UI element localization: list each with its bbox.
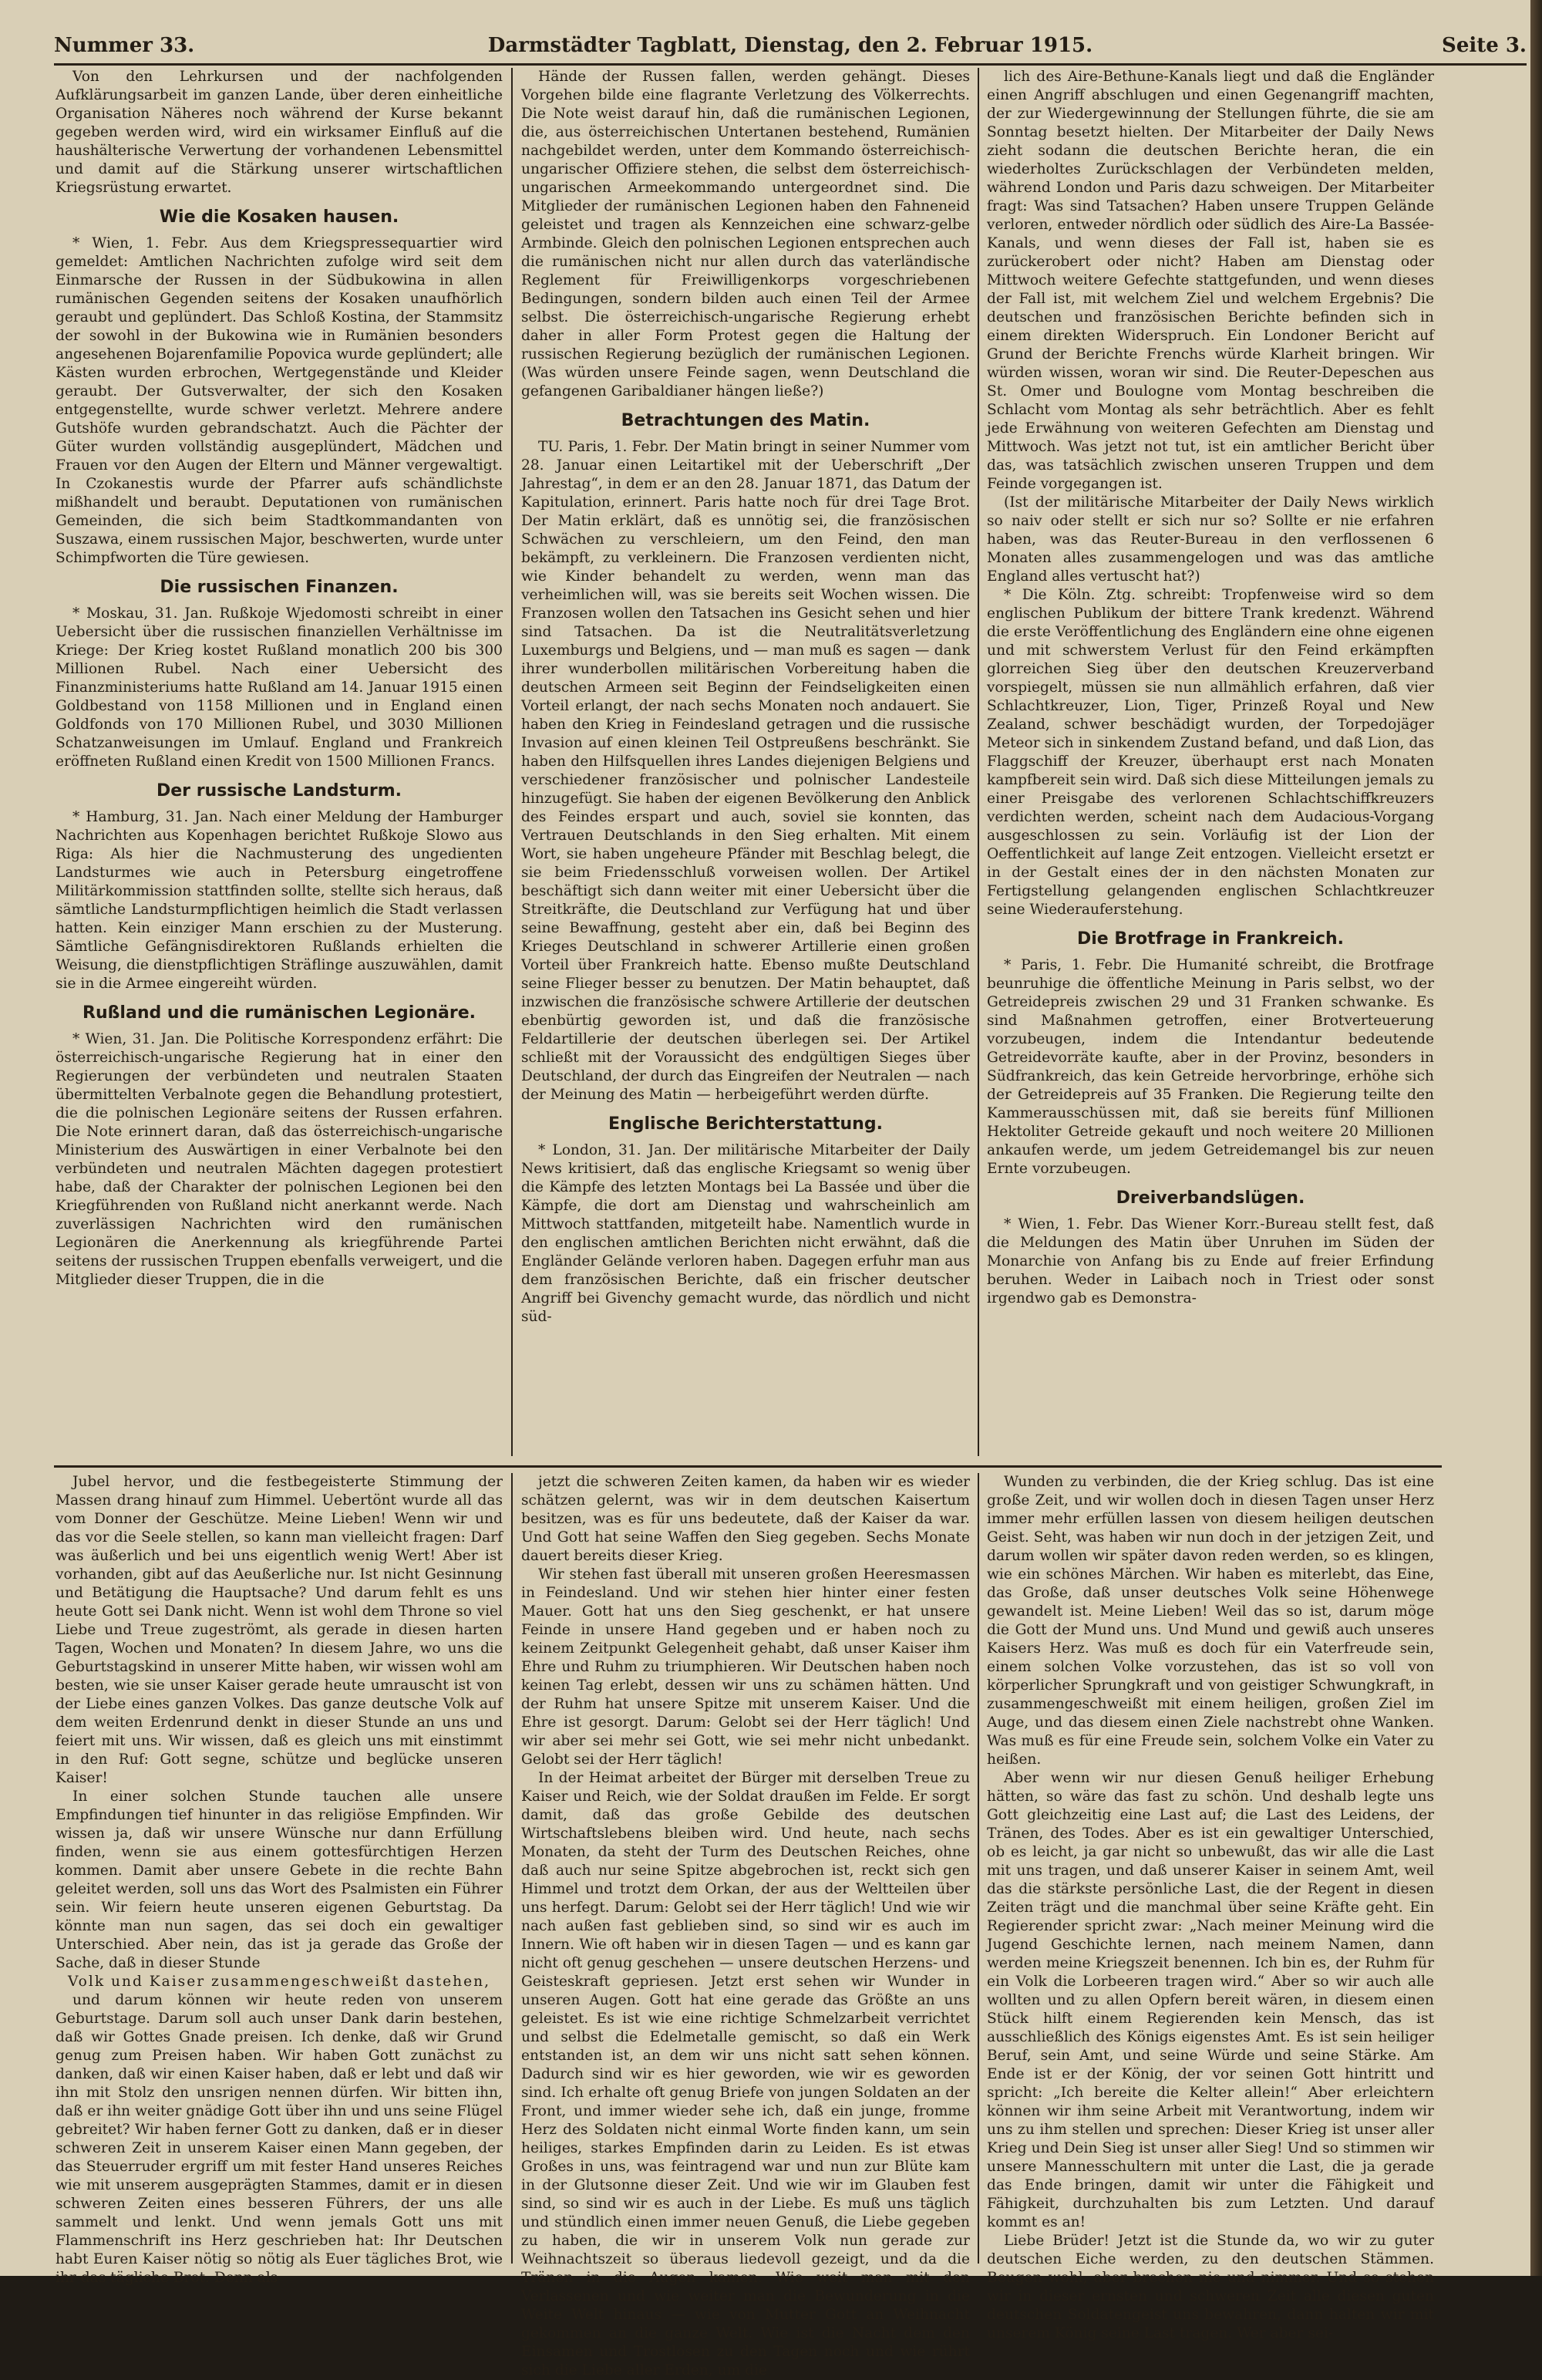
issue-number: Nummer 33. bbox=[54, 34, 195, 57]
feuilleton-column-1 bbox=[56, 1473, 503, 2286]
column-divider bbox=[978, 1473, 979, 2264]
headline-matin: Betrachtungen des Matin. bbox=[621, 411, 870, 430]
sermon-paragraph: Aber wenn wir nur diesen Genuß heiliger Erhebung hätten, so wäre das fast zu schön. Und deshalb legte uns Gott gleichzeitig eine Last auf; die Last des Leidens, der Tränen, des Todes. Aber es ist ein gewaltiger Unterschied, ob es leicht, ja gar nicht so unbewußt, das wir alle die Last mit uns tragen, und daß unserer Kaiser in seinem Amt, weil das die stärkste persönliche Last, die der Regent in diesen Zeiten trägt und die manchmal über seine Kräfte geht. Ein Regierender spricht zwar: „Nach meiner Meinung wird die Jugend Geschichte lernen, nach meinem Namen, dann werden meine Kriegszeit benennen. Ich bin es, der Ruhm für ein Volk die Lorbeeren tragen wird.“ Aber so wir auch alle wollten und zu allen Opfern bereit wären, in diesem einen Stück hilft einem Regierenden kein Mensch, das ist ausschließlich des Königs eigenstes Amt. Es ist sein heiliger Beruf, sein Amt, und seine Würde und seine Stärke. Am Ende ist er der König, der vor seinen Gott hintritt und spricht: „Ich bereite die Kelter allein!“ Aber erleichtern können wir ihm seine Arbeit mit Verantwortung, indem wir uns zu ihm stellen und sprechen: Dieser Krieg ist unser aller Krieg und Dein Sieg ist unser aller Sieg! Und so stimmen wir unsere Mannesschultern mit unter die Last, die ja gerade das Ende bringen, damit wir unter die Fähigkeit und Fähigkeit, durchzuhalten bis zum Letzten. Und darauf kommt es an! bbox=[987, 1770, 1434, 2230]
headline-legionaere: Rußland und die rumänischen Legionäre. bbox=[82, 1003, 476, 1023]
feuilleton-column-3 bbox=[987, 1473, 1434, 2341]
intro-paragraph: Von den Lehrkursen und der nachfolgenden Aufklärungsarbeit im ganzen Lande, über deren einheitliche Organisation Näheres noch während der Kurse bekannt gegeben werden wird, wird ein wirksamer Einfluß auf die haushälterische Verwertung der vorhandenen Lebensmittel und damit auf die Stärkung unserer wirtschaftlichen Kriegsrüstung erwartet. bbox=[56, 69, 503, 196]
column-divider bbox=[511, 1473, 513, 2264]
headline-dreiverbandsluegen: Dreiverbandslügen. bbox=[1116, 1188, 1305, 1208]
header-rule bbox=[54, 63, 1527, 66]
sermon-paragraph: Jubel hervor, und die festbegeisterte Stimmung der Massen drang hinauf zum Himmel. Uebertönt wurde all das vom Donner der Geschütze. Meine Lieben! Wenn wir und das vor die Seele stellen, so kann man vielleicht fragen: Darf was äußerlich und bei uns eigentlich wenig Wert! Aber ist vorhanden, gibt auf das Aeußerliche nur. Ist nicht Gesinnung und Betätigung die Hauptsache? Und darum fehlt es uns heute Gott sei Dank nicht. Wenn ist wohl dem Throne so viel Liebe und Treue zugeströmt, als gerade in diesen harten Tagen, Wochen und Monaten? In diesem Jahre, wo uns die Geburtstagskind in unserer Mitte haben, wir wissen wohl am besten, wie sie unser Kaiser gerade heute umrauscht ist von der Liebe eines ganzen Volkes. Das ganze deutsche Volk auf dem weiten Erdenrund denkt in dieser Stunde an uns und feiert mit uns. Wir wissen, daß es gleich uns mit einstimmt in den Ruf: Gott segne, schütze und beglücke unseren Kaiser! bbox=[56, 1474, 503, 1786]
column-2 bbox=[521, 68, 970, 1461]
column-divider bbox=[511, 68, 513, 1456]
article-legionaere-continued: Hände der Russen fallen, werden gehängt. Dieses Vorgehen bilde eine flagrante Verletzung des Völkerrechts. Die Note weist darauf hin, daß die rumänischen Legionen, die, aus österreichischen Untertanen bestehend, Rumänien nachgebildet werden, unter dem Kommando österreichisch-ungarischer Offiziere stehen, die selbst dem österreichisch-ungarischen Armeekommando untergeordnet sind. Die Mitglieder der rumänischen Legionen haben den Fahneneid geleistet und tragen als Kennzeichen eine schwarz-gelbe Armbinde. Gleich den polnischen Legionen entsprechen auch die rumänischen nicht nur allen durch das vaterländische Reglement für Freiwilligenkorps vorgeschriebenen Bedingungen, sondern bilden auch einen Teil der Armee selbst. Die österreichisch-ungarische Regierung erhebt daher in aller Form Protest gegen die Haltung der russischen Regierung bezüglich der rumänischen Legionen. (Was würden unsere Feinde sagen, wenn Deutschland die gefangenen Garibaldianer hängen ließe?) bbox=[521, 69, 970, 399]
article-dreiverbandsluegen: * Wien, 1. Febr. Das Wiener Korr.-Bureau stellt fest, daß die Meldungen des Matin über Unruhen im Süden der Monarchie von Anfang bis zu Ende auf freier Erfindung beruhen. Weder in Laibach noch in Triest oder sonst irgendwo gab es Demonstra- bbox=[987, 1216, 1434, 1306]
column-divider bbox=[978, 68, 979, 1456]
sermon-motto: Volk und Kaiser zusammengeschweißt dastehen, bbox=[67, 1974, 491, 1990]
editorial-note: (Ist der militärische Mitarbeiter der Daily News wirklich so naiv oder stellt er sich nur so? Sollte er nie erfahren haben, was das Reuter-Bureau in den verflossenen 6 Monaten alles zusammengelogen und was das amtliche England alles vertuscht hat?) bbox=[987, 494, 1434, 585]
article-legionaere: * Wien, 31. Jan. Die Politische Korrespondenz erfährt: Die österreichisch-ungarische Regierung hat in einer den Regierungen der verbündeten und neutralen Staaten übermittelten Verbalnote gegen die Behandlung protestiert, die die polnischen Legionäre seitens der Russen erfahren. Die Note erinnert daran, daß das österreichisch-ungarische Ministerium des Auswärtigen in einer Verbalnote bei den verbündeten und neutralen Mächten dagegen protestiert habe, daß der Charakter der polnischen Legionen bei den Kriegführenden von Rußland nicht anerkannt werde. Nach zuverlässigen Nachrichten wird den rumänischen Legionären die Anerkennung als kriegführende Partei seitens der russischen Truppen ebenfalls verweigert, und die Mitglieder dieser Truppen, die in die bbox=[56, 1031, 503, 1288]
article-matin: TU. Paris, 1. Febr. Der Matin bringt in seiner Nummer vom 28. Januar einen Leitartikel mit der Ueberschrift „Der Jahrestag“, in dem er an den 28. Januar 1871, das Datum der Kapitulation, erinnert. Paris hatte noch für drei Tage Brot. Der Matin erklärt, daß es unnötig sei, die französischen Schwächen zu verschleiern, um den Feind, den man bekämpft, zu verkleinern. Die Franzosen verdienten nicht, wie Kinder behandelt zu werden, wenn man das verheimlichen will, was sie bereits seit Wochen wissen. Die Franzosen wollen den Tatsachen ins Gesicht sehen und hier sind Tatsachen. Da ist die Neutralitätsverletzung Luxemburgs und Belgiens, und — man muß es sagen — dank ihrer wunderbollen militärischen Vorbereitung haben die deutschen Armeen seit Beginn der Feindseligkeiten einen Vorteil erlangt, der nach sechs Monaten noch andauert. Sie haben den Krieg in Feindesland getragen und die russische Invasion auf einen kleinen Teil Ostpreußens beschränkt. Sie haben den Hilfsquellen ihres Landes diejenigen Belgiens und verschiedener französischer und polnischer Landesteile hinzugefügt. Sie haben der eigenen Bevölkerung den Anblick des Feindes erspart und auch, soviel sie konnten, das Vertrauen Deutschlands in den Sieg erhalten. Mit einem Wort, sie haben ungeheure Pfänder mit Beschlag belegt, die sie beim Friedensschluß vorweisen wollen. Der Artikel beschäftigt sich dann weiter mit einer Uebersicht über die Streitkräfte, die Deutschland zur Verfügung hat und über seine Bewaffnung, gesteht aber ein, daß bei Beginn des Krieges Deutschland in schwerer Artillerie einen großen Vorteil über Frankreich hatte. Ebenso mußte Deutschland seine Flieger besser zu benutzen. Der Matin behauptet, daß inzwischen die französische schwere Artillerie der deutschen ebenbürtig geworden ist, und daß die französische Feldartillerie der deutschen überlegen sei. Der Artikel schließt mit der Voraussicht des endgültigen Sieges über Deutschland, der durch das Eingreifen der Neutralen — nach der Meinung des Matin — herbeigeführt werden dürfte. bbox=[521, 439, 970, 1103]
article-russische-finanzen: * Moskau, 31. Jan. Rußkoje Wjedomosti schreibt in einer Uebersicht über die russischen finanziellen Verhältnisse im Kriege: Der Krieg kostet Rußland monatlich 200 bis 300 Millionen Rubel. Nach einer Uebersicht des Finanzministeriums hatte Rußland am 14. Januar 1915 einen Goldbestand von 1158 Millionen und in England einen Goldfonds von 170 Millionen Rubel, und 3030 Millionen Schatzanweisungen im Umlauf. England und Frankreich eröffneten Rußland einen Kredit von 1500 Millionen Francs. bbox=[56, 605, 503, 770]
column-1 bbox=[56, 68, 503, 1461]
article-koelnische-zeitung: * Die Köln. Ztg. schreibt: Tropfenweise wird so dem englischen Publikum der bittere Trank kredenzt. Während die erste Veröffentlichung des Engländern eine ohne eigenen und mit schwerstem Verlust für den Feind erkämpften glorreichen Sieg über den deutschen Kreuzerverband vorspiegelt, müssen sie nun allmählich erfahren, daß vier Schlachtkreuzer, Lion, Tiger, Prinzeß Royal und New Zealand, schwer beschädigt wurden, der Torpedojäger Meteor sich in sinkendem Zustand befand, und daß Lion, das Flaggschiff der Kreuzer, überhaupt erst nach Monaten kampfbereit sein wird. Daß sich diese Mitteilungen jemals zu einer Preisgabe des verlorenen Schlachtschiffkreuzers verdichten werden, scheint nach dem Audacious-Vorgang ausgeschlossen zu sein. Vorläufig ist der Lion der Oeffentlichkeit auf lange Zeit entzogen. Vielleicht ersetzt er in der Gestalt eines der in den nächsten Monaten zur Fertigstellung gelangenden englischen Schlachtkreuzer seine Wiederauferstehung. bbox=[987, 587, 1434, 918]
article-berichterstattung: * London, 31. Jan. Der militärische Mitarbeiter der Daily News kritisiert, daß das englische Kriegsamt so wenig über die Kämpfe des letzten Montags bei La Bassée und über die Kämpfe, die dort am Dienstag und wahrscheinlich am Mittwoch stattfanden, mitgeteilt habe. Namentlich wurde in den englischen amtlichen Berichten nicht erwähnt, daß die Engländer Gelände verloren haben. Dagegen erfuhr man aus dem französischen Berichte, daß ein frischer deutscher Angriff bei Givenchy gemacht wurde, das nördlich und nicht süd- bbox=[521, 1142, 970, 1325]
sermon-paragraph: Wir stehen fast überall mit unseren großen Heeresmassen in Feindesland. Und wir stehen hier hinter einer festen Mauer. Gott hat uns den Sieg geschenkt, er hat unsere Feinde in unsere Hand gegeben und er haben noch zu keinem Zeitpunkt Gelegenheit gehabt, daß unser Kaiser ihm Ehre und Ruhm zu triumphieren. Wir Deutschen haben noch keinen Tag erlebt, dessen wir uns zu schämen hätten. Und der Ruhm hat unsere Spitze mit unserem Kaiser. Und die Ehre ist gesorgt. Darum: Gelobt sei der Herr täglich! Und wir aber sei mehr sei Gott, wie sei mehr nicht unbedankt. Gelobt sei der Herr täglich! bbox=[521, 1566, 970, 1768]
sermon-paragraph: In einer solchen Stunde tauchen alle unsere Empfindungen tief hinunter in das religiöse Empfinden. Wir wissen ja, daß wir unsere Wünsche nur dann Erfüllung finden, wenn sie aus einem gottesfürchtigen Herzen kommen. Damit aber unsere Gebete in die rechte Bahn geleitet werden, soll uns das Wort des Psalmisten ein Führer sein. Wir feiern heute unseren eigenen Geburtstag. Da könnte man nun sagen, das sei doch ein gewaltiger Unterschied. Aber nein, das ist ja gerade das Große der Sache, daß in dieser Stunde bbox=[56, 1788, 503, 1971]
sermon-paragraph: In der Heimat arbeitet der Bürger mit derselben Treue zu Kaiser und Reich, wie der Soldat draußen im Felde. Er sorgt damit, daß das große Gebilde des deutschen Wirtschaftslebens bleiben wird. Und heute, nach sechs Monaten, da steht der Turm des Deutschen Reiches, ohne daß auch nur seine Spitze abgebrochen ist, reckt sich gen Himmel und trotzt dem Orkan, der aus der Weltteilen über uns herfegt. Darum: Gelobt sei der Herr täglich! Und wie wir nach außen fast geblieben sind, so sind wir es auch im Innern. Wie oft haben wir in diesen Tagen — und es kann gar nicht oft genug geschehen — unsere deutschen Herzens- und Geisteskraft gepriesen. Jetzt erst sehen wir Wunder in unseren Augen. Gott hat eine gerade das Größte an uns geleistet. Es ist wie eine richtige Schmelzarbeit verrichtet und selbst die Edelmetalle gemischt, so daß ein Werk entstanden ist, an dem wir uns nicht satt sehen können. Dadurch sind wir es hier geworden, wie wir es geworden sind. Ich erhalte oft genug Briefe von jungen Soldaten an der Front, und immer wieder sehe ich, daß ein junge, fromme Herz des Soldaten nicht einmal Worte finden kann, um sein heiliges, starkes Empfinden darin zu Leiden. Es ist etwas Großes in uns, was feintragend war und nun zur Blüte kam in der Glutsonne dieser Zeit. Und wie wir im Glauben fest sind, so sind wir es auch in der Liebe. Es muß uns täglich und stündlich einen immer neuen Genuß, die Liebe gegeben zu haben, die wir in unserem Volk nun gerade zur Weihnachtszeit so überaus liedevoll gezeigt, und da die Tränen in die Augen kamen. Wie weit man mit den Verlassenen und wie weiter man die Bewunderung in die Weite Welt hinaus — wie von Mutter Gott an Weihnacht gekommen an die ganze Welt. Wie ist die Nacht dem den Einsamen und Trostlosen zu den Tagen noch und wie rührt sich die Liebe aller Erden, um die bbox=[521, 1770, 970, 2378]
headline-brotfrage: Die Brotfrage in Frankreich. bbox=[1076, 929, 1345, 949]
column-3 bbox=[987, 68, 1434, 1461]
headline-landsturm: Der russische Landsturm. bbox=[157, 781, 402, 801]
article-brotfrage: * Paris, 1. Febr. Die Humanité schreibt, die Brotfrage beunruhige die öffentliche Meinung in Paris selbst, wo der Getreidepreis zwischen 29 und 31 Franken schwanke. Es sind Maßnahmen getroffen, einer Brotverteuerung vorzubeugen, indem die Intendantur bedeutende Getreidevorräte kaufte, aber in der Provinz, besonders in Südfrankreich, das kein Getreide hervorbringe, erhöhe sich der Getreidepreis auf 35 Franken. Die Regierung teilte den Kammerausschüssen mit, daß sie bereits fünf Millionen Hektoliter Getreide gekauft und noch weitere 20 Millionen ankaufen werde, um jedem Getreidemangel bis zur neuen Ernte vorzubeugen. bbox=[987, 957, 1434, 1177]
headline-russische-finanzen: Die russischen Finanzen. bbox=[160, 578, 399, 597]
headline-kosaken: Wie die Kosaken hausen. bbox=[159, 207, 399, 227]
feuilleton-rule bbox=[54, 1465, 1442, 1468]
headline-berichterstattung: Englische Berichterstattung. bbox=[608, 1114, 883, 1134]
book-binding-edge bbox=[1530, 0, 1542, 2276]
page-header bbox=[54, 34, 1527, 62]
feuilleton-column-2 bbox=[521, 1473, 970, 2378]
article-berichterstattung-continued: lich des Aire-Bethune-Kanals liegt und daß die Engländer einen Angriff abschlugen und einen Gegenangriff machten, der zur Wiedergewinnung der Stellungen führte, die sie am Sonntag besetzt hielten. Der Mitarbeiter der Daily News zieht sodann die deutschen Berichte heran, die ein wiederholtes Zurückschlagen der Verbündeten melden, während London und Paris dazu schweigen. Der Mitarbeiter fragt: Was sind Tatsachen? Haben unsere Truppen Gelände verloren, entweder nördlich oder südlich des Aire-La Bassée-Kanals, und wenn dieses der Fall ist, haben sie es zurückerobert oder nicht? Haben am Dienstag oder Mittwoch weitere Gefechte stattgefunden, und wenn dieses der Fall ist, mit welchem Ziel und welchem Ergebnis? Die deutschen und französischen Berichte befinden sich in einem direkten Widerspruch. Ein Londoner Bericht auf Grund der Berichte Frenchs würde Klarheit bringen. Wir würden wissen, woran wir sind. Die Reuter-Depeschen aus St. Omer und Boulogne vom Montag beschreiben die Schlacht vom Montag als sehr beträchtlich. Aber es fehlt jede Erwähnung von weiteren Gefechten am Dienstag und Mittwoch. Was jetzt not tut, ist ein amtlicher Bericht über das, was tatsächlich zwischen unseren Truppen und dem Feinde vorgegangen ist. bbox=[987, 69, 1434, 492]
newspaper-masthead-line: Darmstädter Tagblatt, Dienstag, den 2. Februar 1915. bbox=[487, 34, 1093, 57]
article-landsturm: * Hamburg, 31. Jan. Nach einer Meldung der Hamburger Nachrichten aus Kopenhagen berichtet Rußkoje Slowo aus Riga: Als hier die Nachmusterung des ungedienten Landsturmes wie auch in Petersburg eingetroffene Militärkommission stattfinden sollte, stellte sich heraus, daß sämtliche Landsturmpflichtigen heimlich die Stadt verlassen hatten. Kein einziger Mann erschien zu der Musterung. Sämtliche Gefängnisdirektoren Rußlands erhielten die Weisung, die dienstpflichtigen Sträflinge auszuwählen, damit sie in die Armee eingereiht würden. bbox=[56, 809, 503, 992]
sermon-paragraph: und darum können wir heute reden von unserem Geburtstage. Darum soll auch unser Dank darin bestehen, daß wir Gottes Gnade preisen. Ich denke, daß wir Grund genug zum Preisen haben. Wir haben Gott zunächst zu danken, daß wir einen Kaiser haben, daß er lebt und daß wir ihn mit Stolz den unsrigen nennen dürfen. Wir bitten ihn, daß er ihn weiter gnädige Gott über ihn und uns seine Flügel gebreitet? Wir haben ferner Gott zu danken, daß er in dieser schweren Zeit in unserem Kaiser einen Mann gegeben, der das Steuerruder ergriff um mit fester Hand unseres Reiches wie mit unserem ausgeprägten Stammes, damit er in diesen schweren Zeiten eines besseren Führers, der uns alle sammelt und lenkt. Und wenn jemals Gott uns mit Flammenschrift ins Herz geschrieben hat: Ihr Deutschen habt Euren Kaiser nötig so nötig als Euer tägliches Brot, wie ihr das tägliche Brot. Denn als bbox=[56, 1992, 503, 2286]
sermon-paragraph: Liebe Brüder! Jetzt ist die Stunde da, wo wir zu guter deutschen Eiche werden, zu den deutschen Stämmen. Beugen wohl, aber brechen nie und nimmer. Und so stehen wir in dieser ernsten und schweren Zeit alle diesen guten deutschen Soldatengeist uns bewahren, dann halten wir mit unserem König seine Last tragen. Wer aber sei- bbox=[987, 2233, 1434, 2341]
sermon-paragraph: Wunden zu verbinden, die der Krieg schlug. Das ist eine große Zeit, und wir wollen doch in diesen Tagen unser Herz immer mehr erfüllen lassen von diesem heiligen deutschen Geist. Seht, was haben wir nun doch in der jetzigen Zeit, und darum wollen wir später davon reden werden, so es klingen, wie ein schönes Märchen. Wir haben es miterlebt, das Eine, das Große, daß unser deutsches Volk seine Höhenwege gewandelt ist. Meine Lieben! Weil das so ist, darum möge die Gott der Mund uns. Und Mund und gewiß auch unseres Kaisers Herz. Was muß es doch für ein Vaterfreude sein, einem solchen Volke vorzustehen, das ist so voll von körperlicher Sprungkraft und von geistiger Schwungkraft, in zusammengeschweißt mit einem heiligen, großen Ziel im Auge, und das diesem einen Ziele nachstrebt ohne Wanken. Was muß es für eine Freude sein, solchem Volke ein Vater zu heißen. bbox=[987, 1474, 1434, 1768]
article-kosaken: * Wien, 1. Febr. Aus dem Kriegspressequartier wird gemeldet: Amtlichen Nachrichten zufolge wird seit dem Einmarsche der Russen in der Südbukowina in allen rumänischen Gegenden seitens der Kosaken unaufhörlich geraubt und geplündert. Das Schloß Kostina, der Stammsitz der sowohl in der Bukowina wie in Rumänien besonders angesehenen Bojarenfamilie Popovica wurde geplündert; alle Kästen wurden erbrochen, Wertgegenstände und Kleider geraubt. Der Gutsverwalter, der sich den Kosaken entgegenstellte, wurde schwer verletzt. Mehrere andere Gutshöfe wurden gebrandschatzt. Auch die Pächter der Güter wurden vollständig ausgeplündert, Mädchen und Frauen vor den Augen der Eltern und Männer vergewaltigt. In Czokanestis wurde der Pfarrer aufs schändlichste mißhandelt und beraubt. Deputationen von rumänischen Gemeinden, die sich beim Stadtkommandanten von Suszawa, einem russischen Major, beschwerten, wurde unter Schimpfworten die Türe gewiesen. bbox=[56, 235, 503, 566]
sermon-paragraph: jetzt die schweren Zeiten kamen, da haben wir es wieder schätzen gelernt, was wir in dem deutschen Kaisertum besitzen, was es für uns bedeutete, daß der Kaiser da war. Und Gott hat seine Waffen den Sieg gegeben. Sechs Monate dauert bereits dieser Krieg. bbox=[521, 1474, 970, 1564]
page-number: Seite 3. bbox=[1442, 34, 1527, 57]
